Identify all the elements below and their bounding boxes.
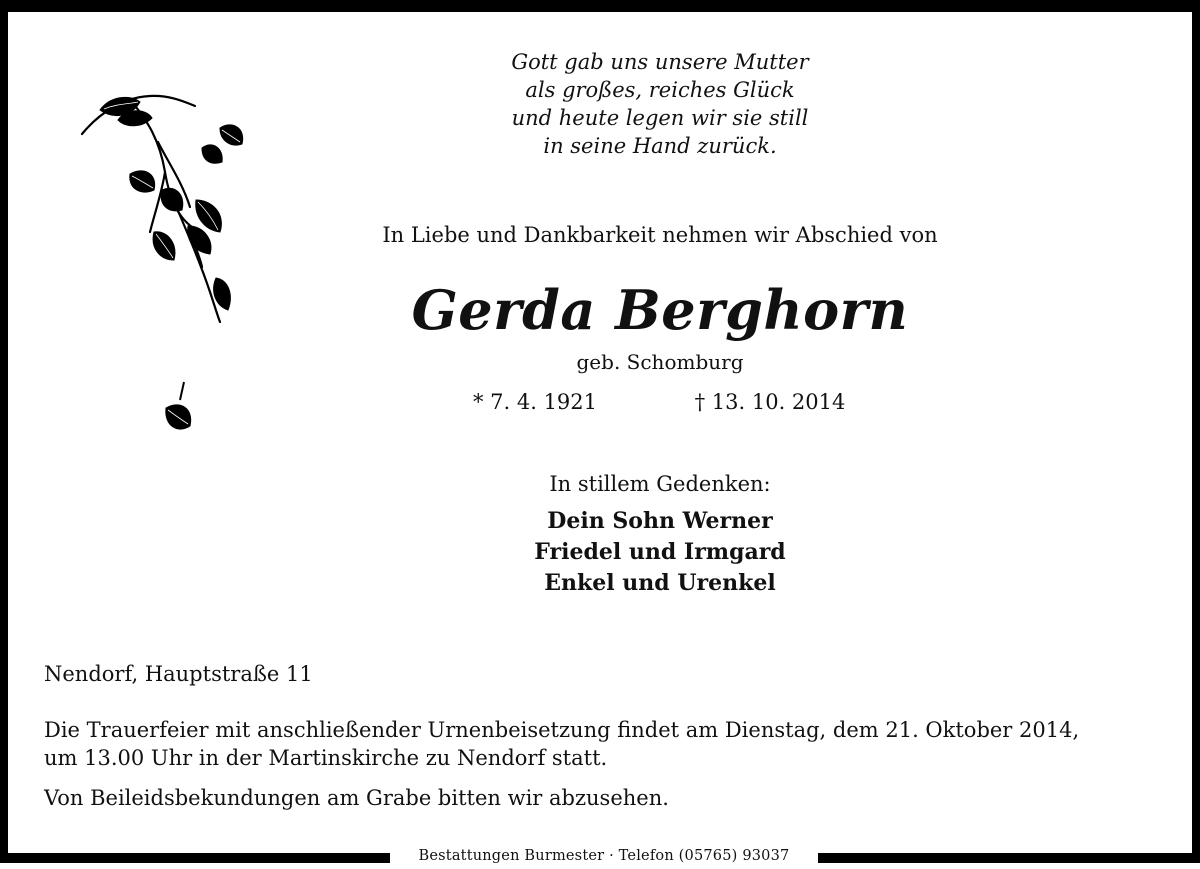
birth-date: * 7. 4. 1921 <box>472 390 598 414</box>
address: Nendorf, Hauptstraße 11 <box>44 662 313 686</box>
intro-text: In Liebe und Dankbarkeit nehmen wir Abschied von <box>382 223 938 247</box>
border-bottom-right <box>818 853 1200 863</box>
poem-line: Gott gab uns unsere Mutter <box>511 50 809 74</box>
memory-label: In stillem Gedenken: <box>549 472 771 496</box>
ceremony-line: um 13.00 Uhr in der Martinskirche zu Nendorf statt. <box>44 746 608 770</box>
border-bottom-left <box>0 853 390 863</box>
maiden-name: geb. Schomburg <box>576 350 744 374</box>
condolence-note: Von Beileidsbekundungen am Grabe bitten wir abzusehen. <box>44 786 669 810</box>
mourner: Enkel und Urenkel <box>544 570 776 596</box>
poem-line: und heute legen wir sie still <box>511 106 809 130</box>
mourner: Dein Sohn Werner <box>547 508 773 534</box>
poem-line: in seine Hand zurück. <box>543 134 777 158</box>
deceased-name: Gerda Berghorn <box>411 278 909 342</box>
funeral-home-credit: Bestattungen Burmester · Telefon (05765) 93037 <box>418 848 790 864</box>
ceremony-line: Die Trauerfeier mit anschließender Urnenbeisetzung findet am Dienstag, dem 21. Oktober 2014, <box>44 718 1080 742</box>
border-left <box>0 0 8 862</box>
leafy-branch-icon <box>70 82 260 472</box>
poem <box>400 48 920 160</box>
border-right <box>1192 0 1200 862</box>
death-date: † 13. 10. 2014 <box>694 390 846 414</box>
poem-line: als großes, reiches Glück <box>525 78 795 102</box>
mourner: Friedel und Irmgard <box>534 539 786 565</box>
falling-leaf-stem <box>180 382 184 400</box>
ceremony-info <box>44 716 1174 772</box>
border-top <box>0 0 1200 12</box>
mourners-list <box>300 506 1020 599</box>
